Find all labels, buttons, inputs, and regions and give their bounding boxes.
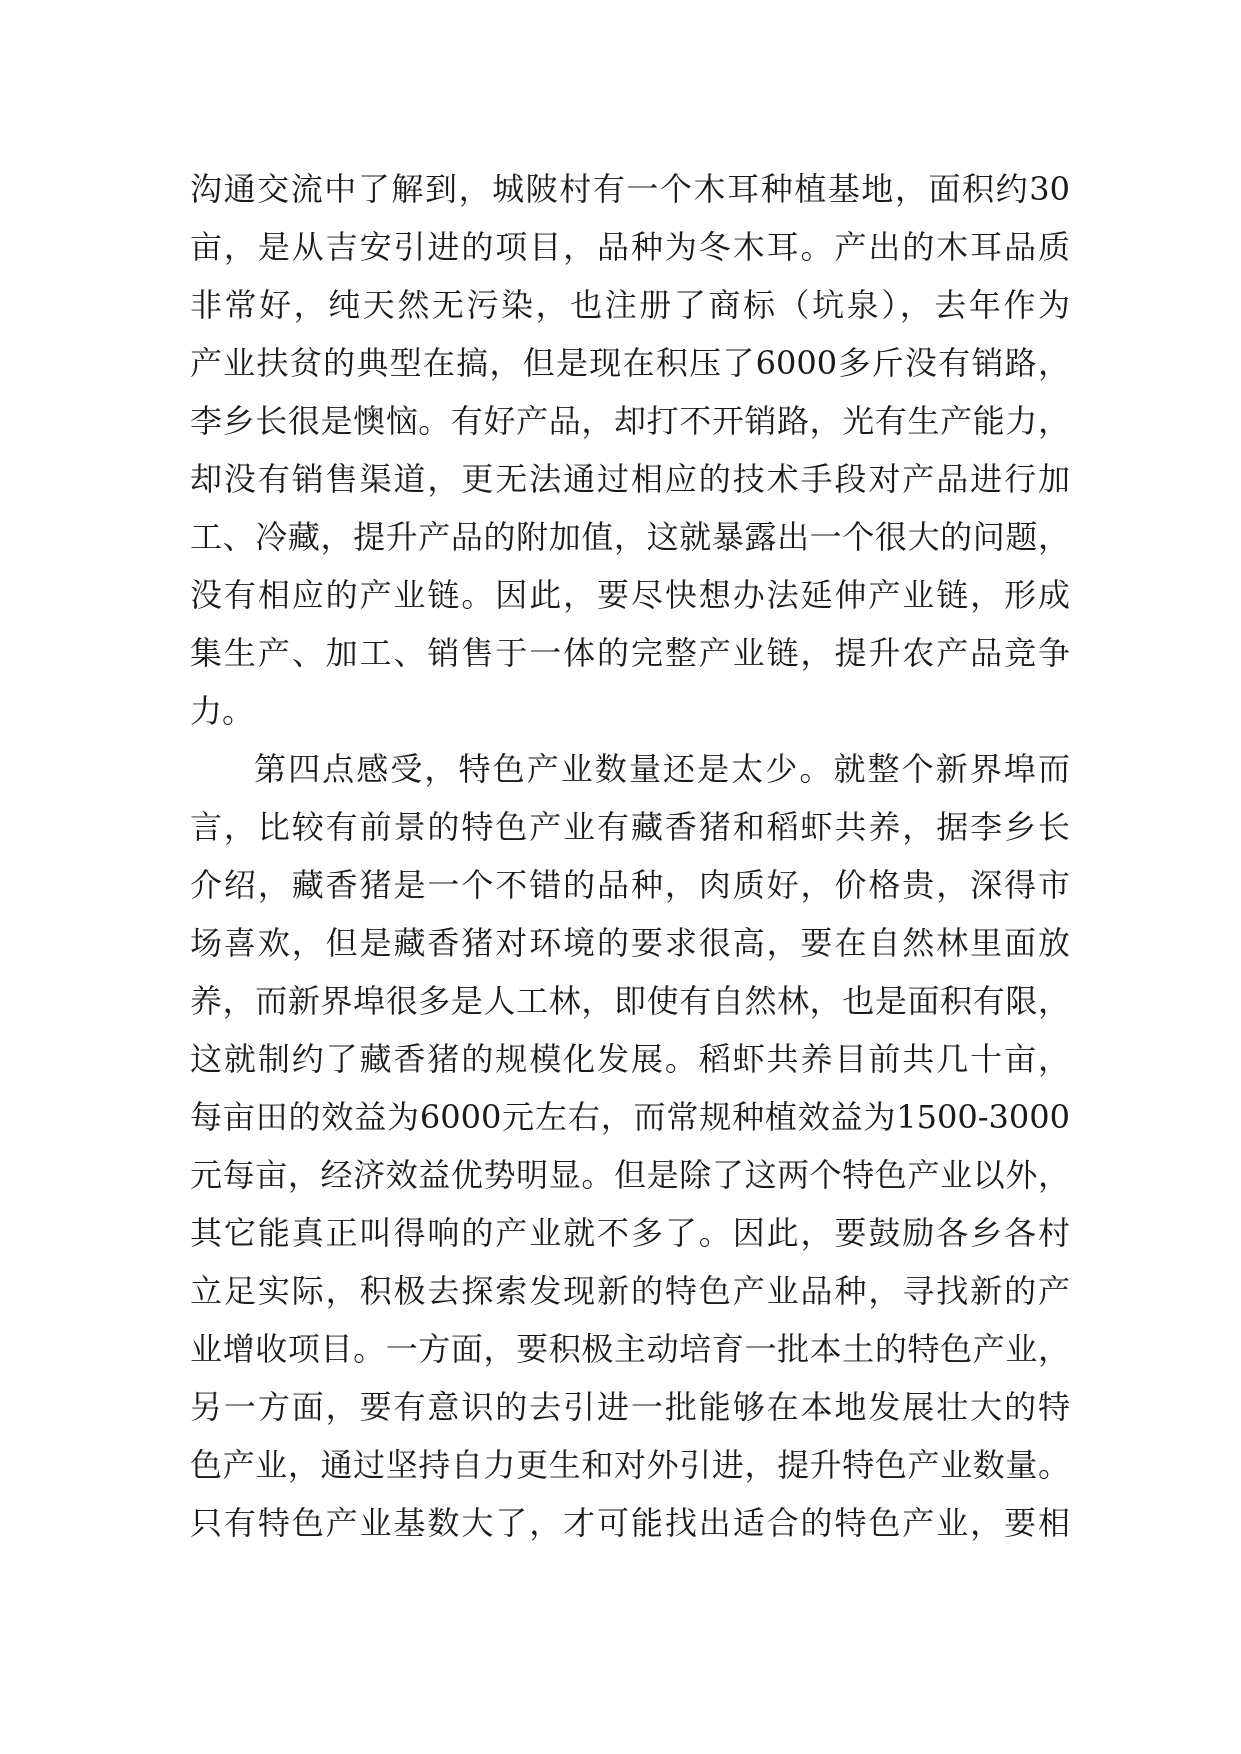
text-line: 只有特色产业基数大了，才可能找出适合的特色产业，要相 — [190, 1504, 1070, 1542]
text-line: 却没有销售渠道，更无法通过相应的技术手段对产品进行加 — [190, 460, 1070, 498]
text-line: 非常好，纯天然无污染，也注册了商标（坑泉），去年作为 — [190, 286, 1070, 324]
text-line: 集生产、加工、销售于一体的完整产业链，提升农产品竞争 — [190, 634, 1070, 672]
text-line: 其它能真正叫得响的产业就不多了。因此，要鼓励各乡各村 — [190, 1214, 1070, 1252]
text-line: 这就制约了藏香猪的规模化发展。稻虾共养目前共几十亩， — [190, 1040, 1070, 1078]
text-line: 养，而新界埠很多是人工林，即使有自然林，也是面积有限， — [190, 982, 1070, 1020]
text-line: 工、冷藏，提升产品的附加值，这就暴露出一个很大的问题， — [190, 518, 1070, 556]
body-text — [190, 160, 1070, 1552]
text-line: 言，比较有前景的特色产业有藏香猪和稻虾共养，据李乡长 — [190, 808, 1070, 846]
text-line: 李乡长很是懊恼。有好产品，却打不开销路，光有生产能力， — [190, 402, 1070, 440]
text-line: 介绍，藏香猪是一个不错的品种，肉质好，价格贵，深得市 — [190, 866, 1070, 904]
text-line: 另一方面，要有意识的去引进一批能够在本地发展壮大的特 — [190, 1388, 1070, 1426]
text-line: 色产业，通过坚持自力更生和对外引进，提升特色产业数量。 — [190, 1446, 1070, 1484]
text-line: 每亩田的效益为6000元左右，而常规种植效益为1500-3000 — [190, 1098, 1070, 1136]
text-line: 场喜欢，但是藏香猪对环境的要求很高，要在自然林里面放 — [190, 924, 1070, 962]
text-line: 产业扶贫的典型在搞，但是现在积压了6000多斤没有销路， — [190, 344, 1070, 382]
paragraph-first-line: 第四点感受，特色产业数量还是太少。就整个新界埠而 — [254, 750, 1070, 788]
text-line: 力。 — [190, 692, 255, 730]
text-line: 业增收项目。一方面，要积极主动培育一批本土的特色产业， — [190, 1330, 1070, 1368]
text-line: 沟通交流中了解到，城陂村有一个木耳种植基地，面积约30 — [190, 170, 1070, 208]
text-line: 亩，是从吉安引进的项目，品种为冬木耳。产出的木耳品质 — [190, 228, 1070, 266]
text-line: 元每亩，经济效益优势明显。但是除了这两个特色产业以外， — [190, 1156, 1070, 1194]
text-line: 立足实际，积极去探索发现新的特色产业品种，寻找新的产 — [190, 1272, 1070, 1310]
text-line: 没有相应的产业链。因此，要尽快想办法延伸产业链，形成 — [190, 576, 1070, 614]
